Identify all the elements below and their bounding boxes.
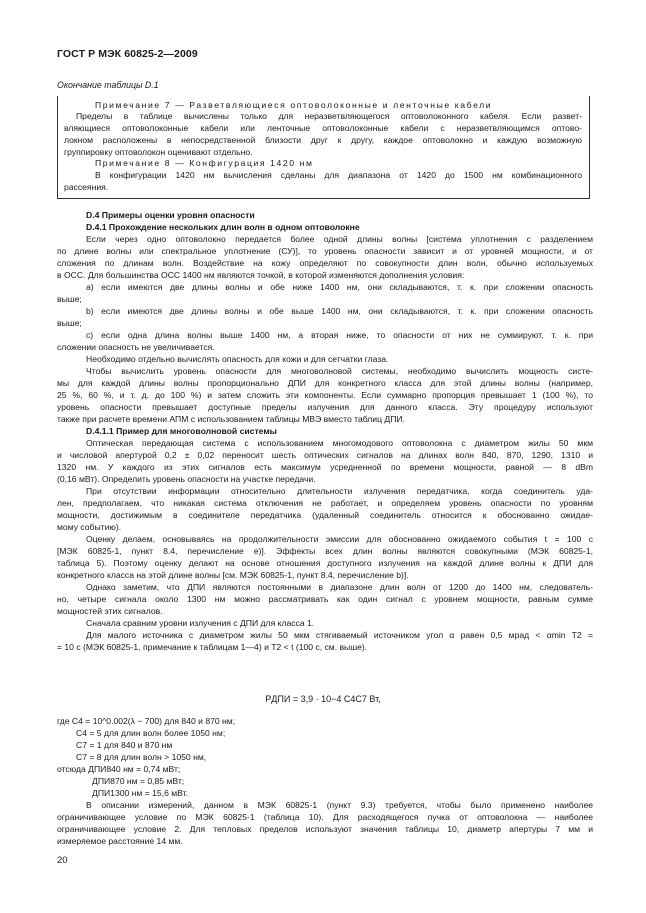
note-8-title: Примечание 8 — Конфигурация 1420 нм [95,158,314,168]
list-item-c: c) если одна длина волны выше 1400 нм, а вторая ниже, то опасности от них не суммируют, т. к. при [86,330,593,340]
list-item-b: b) если имеются две длины волны и обе выше 1400 нм, они складываются, т. к. при сложении опасность [86,306,593,316]
list-item-a: а) если имеются две длины волны и обе ниже 1400 нм, они складываются, т. к. при сложении опасность [86,282,593,292]
note-7-text: локном расположены в непосредственной близости друг к другу, каждое оптоволокно и каждую возможную [64,135,582,145]
table-continuation-label: Окончание таблицы D.1 [57,80,159,90]
page-number: 20 [57,855,68,866]
where-line: C4 = 5 для длин волн более 1050 нм; [76,728,226,738]
paragraph-line: ограничивающее условие 2. Для тепловых пределов используют значения таблицы 10, диаметр апертуры 7 мм и [57,824,593,834]
where-line: ДПИ1300 нм = 15,6 мВт. [92,788,188,798]
paragraph-line: лен, предполагаем, что никакая система отключения не работает, и определяем уровень опасности по уровням [57,498,593,508]
paragraph-line: [МЭК 60825-1, пункт 8.4, перечисление е)]. Эффекты всех длин волны являются совокупными (МЭК 60825-1, [57,546,593,556]
paragraph-line: (0,16 мВт). Определить уровень опасности на участке передачи. [57,474,316,484]
paragraph-line: мы для каждой длины волны пропорционально ДПИ для конкретного класса для этой длины волны (например, [57,378,593,388]
formula: PДПИ = 3,9 · 10−4 C4C7 Вт, [265,694,381,704]
where-line: C7 = 8 для длин волн > 1050 нм, [76,752,207,762]
paragraph-line: таблица 5). Поэтому оценку делают на основе отношения доступного излучения на каждой длине волны к ДПИ для [57,558,593,568]
paragraph-line: При отсутствии информации относительно длительности излучения передатчика, когда соединитель уда- [86,486,593,496]
paragraph-line: выше; [57,294,82,304]
subsection-heading: D.4.1 Прохождение нескольких длин волн в одном оптоволокне [86,222,360,232]
paragraph-line: Для малого источника с диаметром жилы 50 мкм стягиваемый источником угол α равен 0,5 мрад < αmin T2 = [86,630,593,640]
note-7-text: вляющиеся оптоволоконные кабели или ленточные оптоволоконные кабели с неразветвляющимся оптово- [64,123,582,133]
document-header: ГОСТ Р МЭК 60825-2—2009 [57,48,198,60]
where-line: ДПИ870 нм = 0,85 мВт; [92,776,185,786]
paragraph-line: сложении опасность не увеличивается. [57,342,215,352]
note-7-title: Примечание 7 — Разветвляющиеся оптоволоконные и ленточные кабели [95,100,493,110]
where-line: отсюда ДПИ840 нм = 0,74 мВт; [57,764,181,774]
where-line: C7 = 1 для 840 и 870 нм [76,740,173,750]
note-8-text: рассеяния. [64,182,109,192]
paragraph-line: выше; [57,318,82,328]
note-8-text: В конфигурации 1420 нм вычисления сделаны для диапазона от 1420 до 1500 нм комбинационного [95,170,582,180]
paragraph-line: но, четыре сигнала около 1300 нм можно рассматривать как один сигнал с уровнем мощности, равным сумме [57,594,593,604]
section-heading: D.4 Примеры оценки уровня опасности [86,210,255,220]
paragraph-line: Если через одно оптоволокно передается более одной длины волны [система уплотнения с разделением [86,234,593,244]
paragraph-line: мощности, достижимым в соединителе передатчика (удаленный соединитель относится к обоснованно ожидае- [57,510,593,520]
paragraph-line: измеряемое расстояние 14 мм. [57,836,183,846]
paragraph-line: также при расчете времени АПМ с использованием таблицы МВЭ вместо таблиц ДПИ. [57,414,405,424]
paragraph-line: = 10 с (МЭК 60825-1, примечание к таблицам 1—4) и T2 < t (100 с, см. выше). [57,642,368,652]
paragraph-line: 1320 нм. У каждого из этих сигналов есть максимум усредненной по времени мощности, равной — 8 dBm [57,462,593,472]
subsection-heading: D.4.1.1 Пример для многоволновой системы [86,426,278,436]
paragraph-line: конкретного класса на этой длине волны [см. МЭК 60825-1, пункт 8.4, перечисление b)]. [57,570,409,580]
paragraph-line: Однако заметим, что ДПИ являются постоянными в диапазоне длин волн от 1200 до 1400 нм, следователь- [86,582,593,592]
paragraph-line: Чтобы вычислить уровень опасности для многоволновой системы, необходимо вычислить мощность систе- [86,366,593,376]
paragraph-line: сложения по длинам волн. Воздействие на кожу определяют по совокупности длин волн, обычно используемых [57,258,593,268]
paragraph-line: 25 %, 60 %, и т. д. до 100 %) и затем сложить эти компоненты. Если суммарно пропорция превышает 1 (100 %), то [57,390,593,400]
paragraph-line: мому событию). [57,522,122,532]
paragraph-line: Оптическая передающая система с использованием многомодового оптоволокна с диаметром жилы 50 мкм [86,438,593,448]
paragraph-line: мощностей этих сигналов. [57,606,163,616]
note-7-text: Пределы в таблице вычислены только для неразветвляющегося оптоволоконного кабеля. Если развет- [76,111,582,121]
note-7-text: группировку оптоволокон оценивают отдельно. [64,147,253,157]
paragraph-line: В описании измерений, данном в МЭК 60825-1 (пункт 9.3) требуется, чтобы было применено наиболее [86,800,593,810]
paragraph-line: по длине волны или спектральное уплотнение (СУ)], то уровень опасности зависит и от уровней мощности, и от [57,246,593,256]
paragraph-line: ограничивающее условие по МЭК 60825-1 (таблица 10). Для расходящегося пучка от оптоволокна — наиболее [57,812,593,822]
paragraph-line: Оценку делаем, основываясь на продолжительности эмиссии для обоснованно ожидаемого события t = 100 с [86,534,593,544]
paragraph-line: в ОСС. Для большинства ОСС 1400 нм являются точкой, в которой изменяются дополнения условия: [57,270,465,280]
paragraph-line: Необходимо отдельно вычислять опасность для кожи и для сетчатки глаза. [86,354,389,364]
paragraph-line: и числовой апертурой 0,2 ± 0,02 переносит шесть оптических сигналов на длинах волн 840, 870, 1290, 1310 и [57,450,593,460]
paragraph-line: уровень опасности превышает доступные пределы излучения для данного класса. Эту процедуру используют [57,402,593,412]
paragraph-line: Сначала сравним уровни излучения с ДПИ для класса 1. [86,618,315,628]
where-line: где C4 = 10^0.002(λ − 700) для 840 и 870 нм; [57,716,236,726]
